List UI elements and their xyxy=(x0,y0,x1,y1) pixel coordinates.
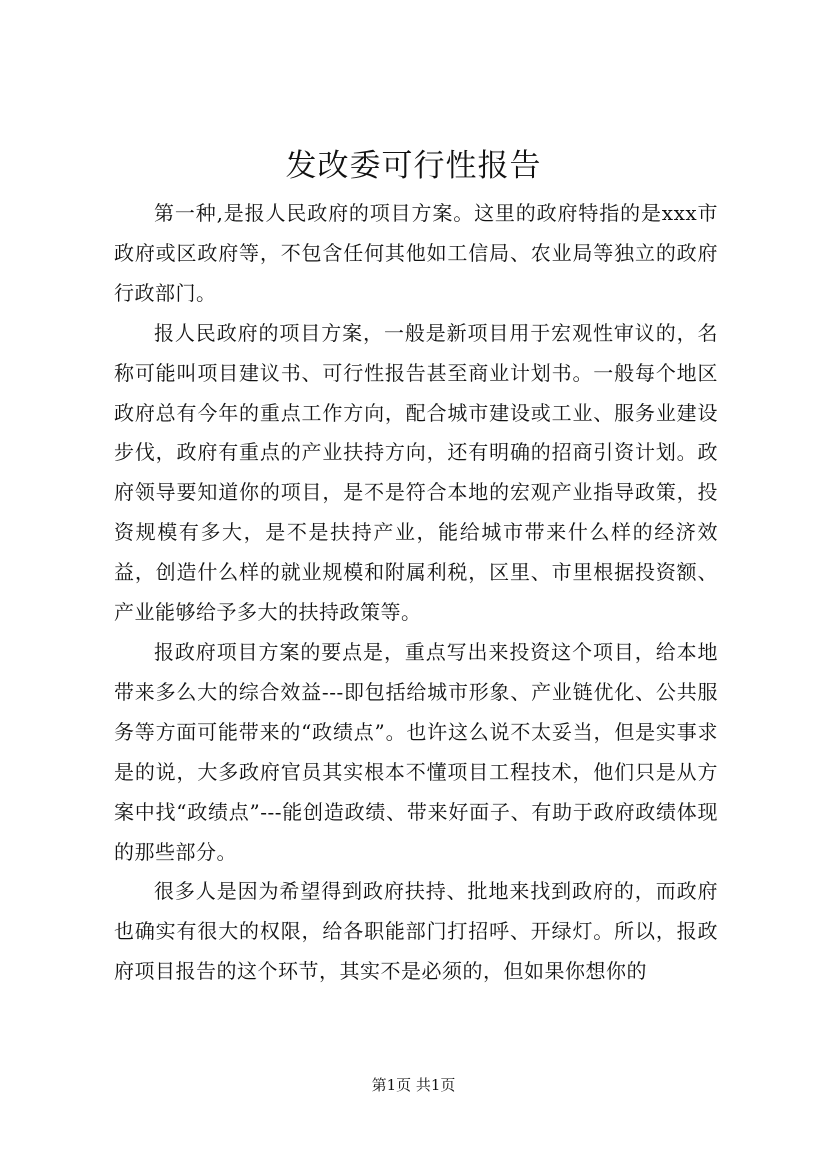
paragraph-1: 第一种,是报人民政府的项目方案。这里的政府特指的是xxx市政府或区政府等，不包含任何其他如工信局、农业局等独立的政府行政部门。 xyxy=(114,201,718,305)
paragraph-2: 报人民政府的项目方案，一般是新项目用于宏观性审议的，名称可能叫项目建议书、可行性报告甚至商业计划书。一般每个地区政府总有今年的重点工作方向，配合城市建设或工业、服务业建设步伐，政府有重点的产业扶持方向，还有明确的招商引资计划。政府领导要知道你的项目，是不是符合本地的宏观产业指导政策，投资规模有多大，是不是扶持产业，能给城市带来什么样的经济效益，创造什么样的就业规模和附属利税，区里、市里根据投资额、产业能够给予多大的扶持政策等。 xyxy=(114,320,718,625)
document-title: 发改委可行性报告 xyxy=(285,148,542,184)
document-body xyxy=(114,194,718,992)
page-footer: 第1页 共1页 xyxy=(371,1076,456,1094)
paragraph-3: 报政府项目方案的要点是，重点写出来投资这个项目，给本地带来多么大的综合效益---即包括给城市形象、产业链优化、公共服务等方面可能带来的“政绩点”。也许这么说不太妥当，但是实事求是的说，大多政府官员其实根本不懂项目工程技术，他们只是从方案中找“政绩点”---能创造政绩、带来好面子、有助于政府政绩体现的那些部分。 xyxy=(114,639,718,864)
paragraph-4: 很多人是因为希望得到政府扶持、批地来找到政府的，而政府也确实有很大的权限，给各职能部门打招呼、开绿灯。所以，报政府项目报告的这个环节，其实不是必须的，但如果你想你的 xyxy=(114,879,718,984)
